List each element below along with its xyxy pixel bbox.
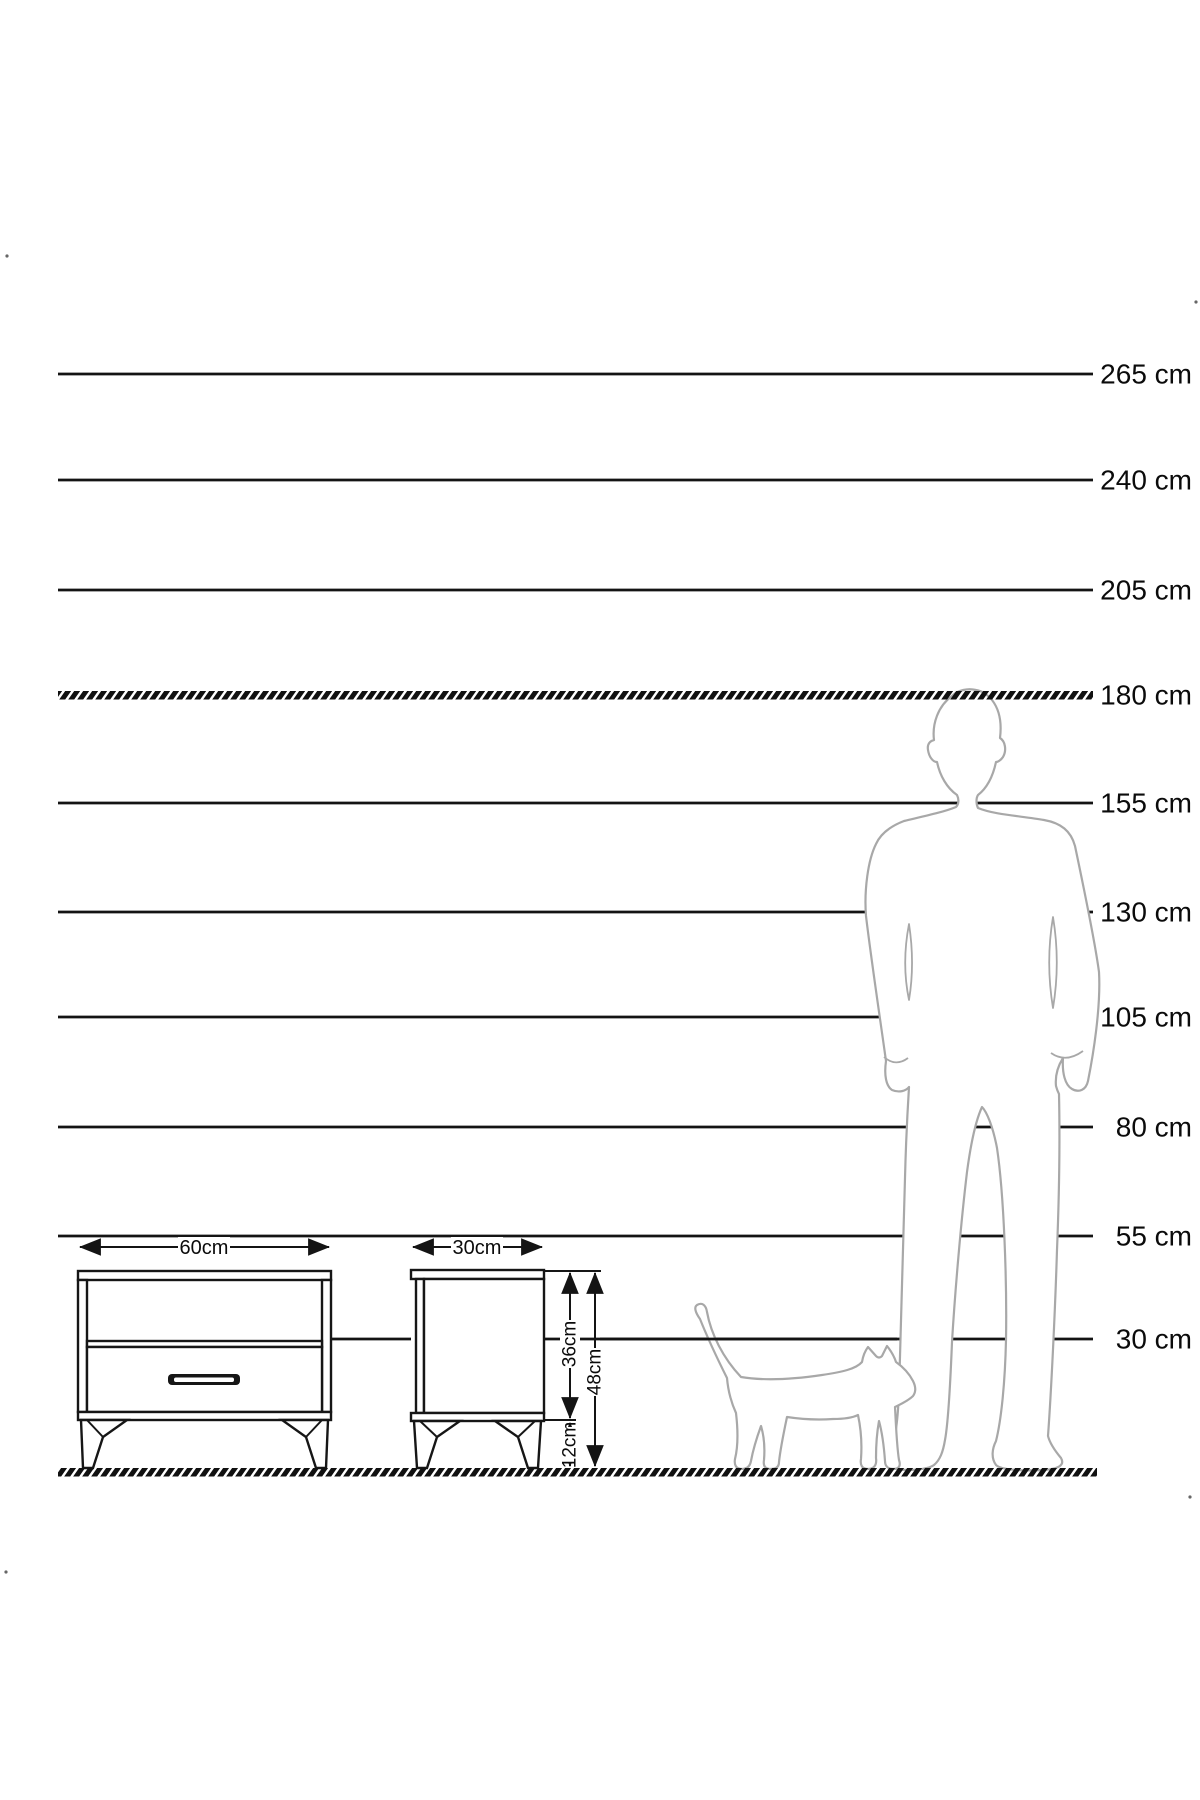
scale-label-130: 130 cm [1100,896,1192,928]
total-height-dimension-label: 48cm [584,1348,606,1396]
leg-height-dimension-label: 12cm [559,1421,581,1469]
width-dimension-label: 60cm [179,1237,229,1259]
front-top-board [78,1271,331,1280]
scale-label-205: 205 cm [1100,574,1192,606]
scale-label-105: 105 cm [1100,1001,1192,1033]
drawer-handle-slot [174,1378,234,1383]
speck [4,1570,7,1573]
side-front-panel [416,1279,424,1413]
front-left-panel [78,1280,87,1412]
hatched-line-180cm [58,691,1093,700]
scale-label-155: 155 cm [1100,787,1192,819]
scale-label-240: 240 cm [1100,464,1192,496]
scale-label-55: 55 cm [1115,1220,1192,1252]
depth-dimension-label: 30cm [452,1237,502,1259]
front-right-panel [322,1280,331,1412]
scale-label-265: 265 cm [1100,358,1192,390]
scale-label-30: 30 cm [1115,1323,1192,1355]
speck [1194,300,1197,303]
side-panel [424,1279,544,1413]
speck [5,254,8,257]
ground-line [58,1468,1097,1477]
scale-label-180: 180 cm [1100,679,1192,711]
side-top-board [411,1270,544,1279]
speck [1188,1495,1191,1498]
scale-label-80: 80 cm [1115,1111,1192,1143]
body-height-dimension-label: 36cm [559,1320,581,1368]
